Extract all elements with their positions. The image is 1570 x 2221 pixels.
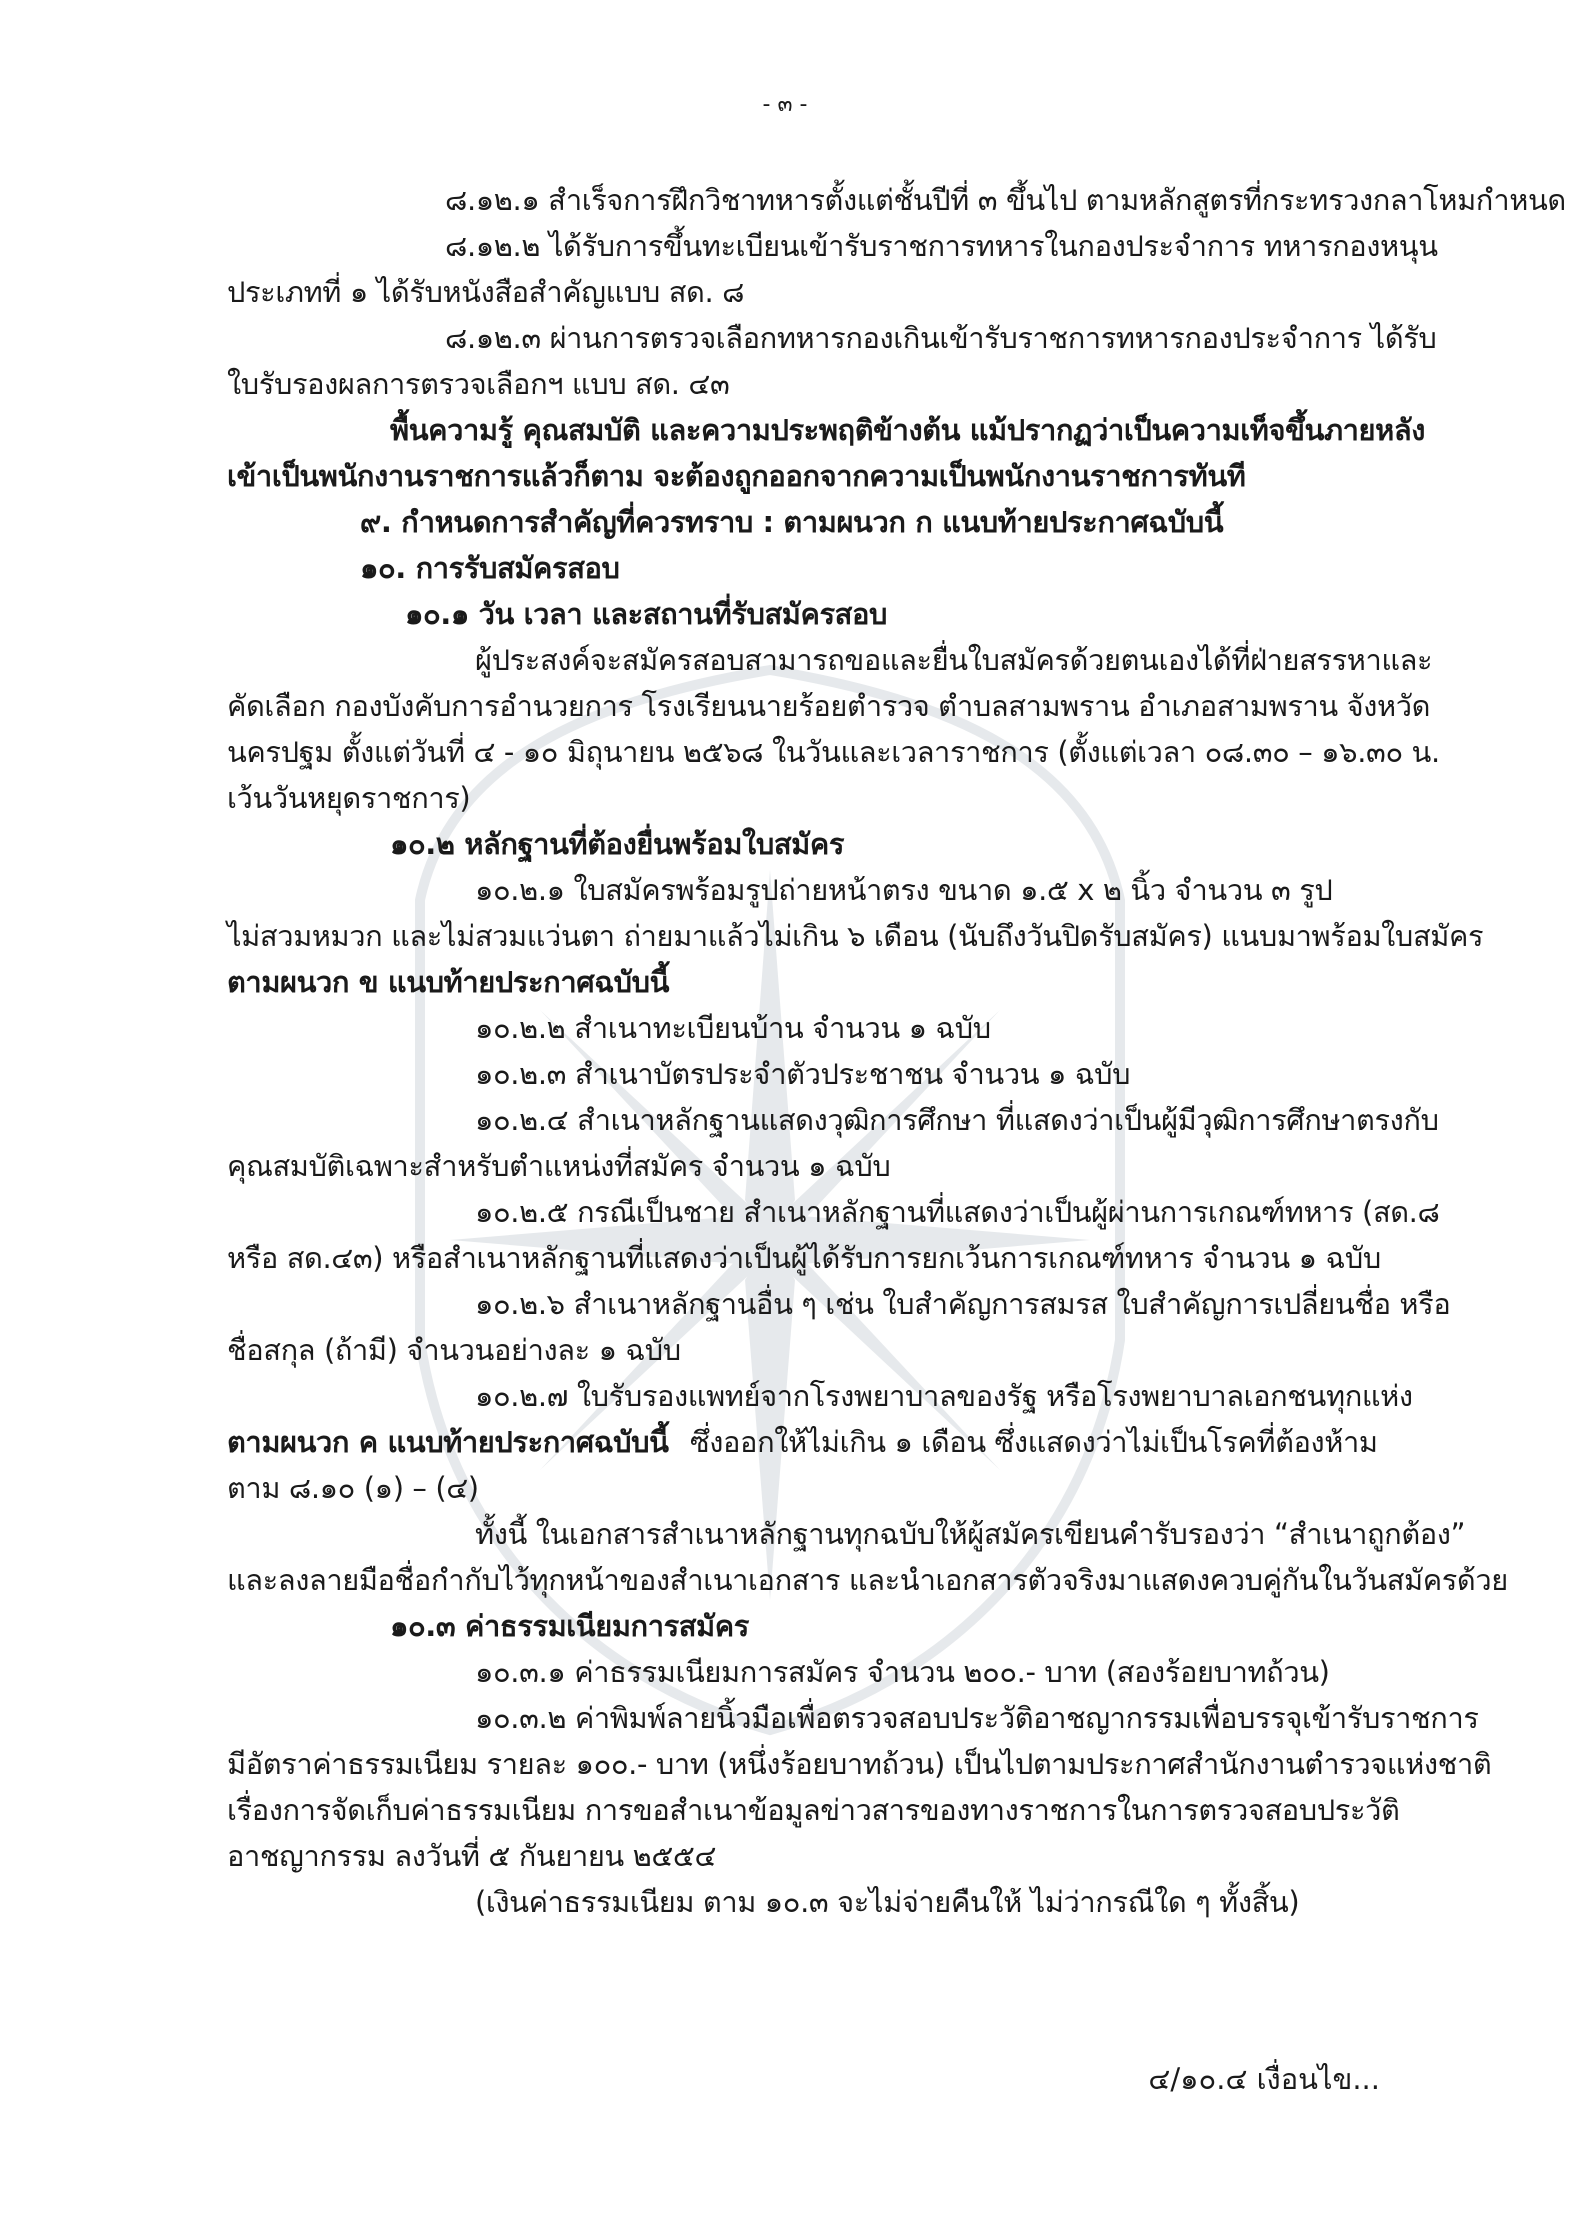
text-line: ๘.๑๒.๑ สำเร็จการฝึกวิชาทหารตั้งแต่ชั้นปีที่ ๓ ขึ้นไป ตามหลักสูตรที่กระทรวงกลาโหมกำหนด xyxy=(445,183,1566,217)
text-line: ๑๐.๒.๓ สำเนาบัตรประจำตัวประชาชน จำนวน ๑ ฉบับ xyxy=(475,1057,1131,1091)
text-line: ตาม ๘.๑๐ (๑) – (๔) xyxy=(227,1471,479,1505)
text-line: ไม่สวมหมวก และไม่สวมแว่นตา ถ่ายมาแล้วไม่เกิน ๖ เดือน (นับถึงวันปิดรับสมัคร) แนบมาพร้อมใบสมัคร xyxy=(227,919,1484,953)
text-line: คุณสมบัติเฉพาะสำหรับตำแหน่งที่สมัคร จำนวน ๑ ฉบับ xyxy=(227,1149,891,1183)
section-heading-9: ๙. กำหนดการสำคัญที่ควรทราบ : ตามผนวก ก แนบท้ายประกาศฉบับนี้ xyxy=(360,505,1224,539)
text-line: ทั้งนี้ ในเอกสารสำเนาหลักฐานทุกฉบับให้ผู้สมัครเขียนคำรับรองว่า “สำเนาถูกต้อง” xyxy=(475,1517,1466,1551)
subsection-heading-10-3: ๑๐.๓ ค่าธรรมเนียมการสมัคร xyxy=(390,1609,749,1643)
continuation-footer: ๔/๑๐.๔ เงื่อนไข... xyxy=(1148,2062,1380,2096)
text-line: เว้นวันหยุดราชการ) xyxy=(227,781,471,815)
text-line: มีอัตราค่าธรรมเนียม รายละ ๑๐๐.- บาท (หนึ่งร้อยบาทถ้วน) เป็นไปตามประกาศสำนักงานตำรวจแห่งชาติ xyxy=(227,1747,1492,1781)
text-line: ๑๐.๒.๑ ใบสมัครพร้อมรูปถ่ายหน้าตรง ขนาด ๑.๕ x ๒ นิ้ว จำนวน ๓ รูป xyxy=(475,873,1333,907)
text-line: ๑๐.๒.๕ กรณีเป็นชาย สำเนาหลักฐานที่แสดงว่าเป็นผู้ผ่านการเกณฑ์ทหาร (สด.๘ xyxy=(475,1195,1440,1229)
text-line: ๑๐.๓.๑ ค่าธรรมเนียมการสมัคร จำนวน ๒๐๐.- บาท (สองร้อยบาทถ้วน) xyxy=(475,1655,1330,1689)
text-line: อาชญากรรม ลงวันที่ ๕ กันยายน ๒๕๕๔ xyxy=(227,1839,717,1873)
section-heading-10: ๑๐. การรับสมัครสอบ xyxy=(360,551,620,585)
text-line: ๑๐.๒.๔ สำเนาหลักฐานแสดงวุฒิการศึกษา ที่แสดงว่าเป็นผู้มีวุฒิการศึกษาตรงกับ xyxy=(475,1103,1439,1137)
text-line-bold: พื้นความรู้ คุณสมบัติ และความประพฤติข้างต้น แม้ปรากฏว่าเป็นความเท็จขึ้นภายหลัง xyxy=(390,413,1425,447)
text-line: ๑๐.๒.๒ สำเนาทะเบียนบ้าน จำนวน ๑ ฉบับ xyxy=(475,1011,991,1045)
text-line-bold: ตามผนวก ข แนบท้ายประกาศฉบับนี้ xyxy=(227,965,670,999)
text-line: ๑๐.๓.๒ ค่าพิมพ์ลายนิ้วมือเพื่อตรวจสอบประวัติอาชญากรรมเพื่อบรรจุเข้ารับราชการ xyxy=(475,1701,1479,1735)
text-line: ๘.๑๒.๓ ผ่านการตรวจเลือกทหารกองเกินเข้ารับราชการทหารกองประจำการ ได้รับ xyxy=(445,321,1437,355)
text-line: (เงินค่าธรรมเนียม ตาม ๑๐.๓ จะไม่จ่ายคืนให้ ไม่ว่ากรณีใด ๆ ทั้งสิ้น) xyxy=(475,1885,1300,1919)
text-line-bold: ตามผนวก ค แนบท้ายประกาศฉบับนี้ xyxy=(227,1425,669,1459)
text-line: ๘.๑๒.๒ ได้รับการขึ้นทะเบียนเข้ารับราชการทหารในกองประจำการ ทหารกองหนุน xyxy=(445,229,1438,263)
text-line-bold: เข้าเป็นพนักงานราชการแล้วก็ตาม จะต้องถูกออกจากความเป็นพนักงานราชการทันที xyxy=(227,459,1246,493)
page-number: - ๓ - xyxy=(762,92,808,117)
text-line: เรื่องการจัดเก็บค่าธรรมเนียม การขอสำเนาข้อมูลข่าวสารของทางราชการในการตรวจสอบประวัติ xyxy=(227,1793,1400,1827)
text-line: หรือ สด.๔๓) หรือสำเนาหลักฐานที่แสดงว่าเป็นผู้ได้รับการยกเว้นการเกณฑ์ทหาร จำนวน ๑ ฉบับ xyxy=(227,1241,1381,1275)
subsection-heading-10-2: ๑๐.๒ หลักฐานที่ต้องยื่นพร้อมใบสมัคร xyxy=(390,827,845,861)
text-line: ชื่อสกุล (ถ้ามี) จำนวนอย่างละ ๑ ฉบับ xyxy=(227,1333,681,1367)
text-line: ผู้ประสงค์จะสมัครสอบสามารถขอและยื่นใบสมัครด้วยตนเองได้ที่ฝ่ายสรรหาและ xyxy=(475,643,1433,677)
text-line: ๑๐.๒.๗ ใบรับรองแพทย์จากโรงพยาบาลของรัฐ หรือโรงพยาบาลเอกชนทุกแห่ง xyxy=(475,1379,1413,1413)
text-line: ประเภทที่ ๑ ได้รับหนังสือสำคัญแบบ สด. ๘ xyxy=(227,275,745,309)
text-line: และลงลายมือชื่อกำกับไว้ทุกหน้าของสำเนาเอกสาร และนำเอกสารตัวจริงมาแสดงควบคู่กันในวันสมัครด้วย xyxy=(227,1563,1508,1597)
text-line: ๑๐.๒.๖ สำเนาหลักฐานอื่น ๆ เช่น ใบสำคัญการสมรส ใบสำคัญการเปลี่ยนชื่อ หรือ xyxy=(475,1287,1451,1321)
text-line: คัดเลือก กองบังคับการอำนวยการ โรงเรียนนายร้อยตำรวจ ตำบลสามพราน อำเภอสามพราน จังหวัด xyxy=(227,689,1431,723)
text-line: ใบรับรองผลการตรวจเลือกฯ แบบ สด. ๔๓ xyxy=(227,367,730,401)
subsection-heading-10-1: ๑๐.๑ วัน เวลา และสถานที่รับสมัครสอบ xyxy=(405,597,888,631)
text-line: ซึ่งออกให้ไม่เกิน ๑ เดือน ซึ่งแสดงว่าไม่เป็นโรคที่ต้องห้าม xyxy=(690,1425,1378,1459)
text-line: นครปฐม ตั้งแต่วันที่ ๔ - ๑๐ มิถุนายน ๒๕๖๘ ในวันและเวลาราชการ (ตั้งแต่เวลา ๐๘.๓๐ – ๑๖.๓๐ น. xyxy=(227,735,1440,769)
